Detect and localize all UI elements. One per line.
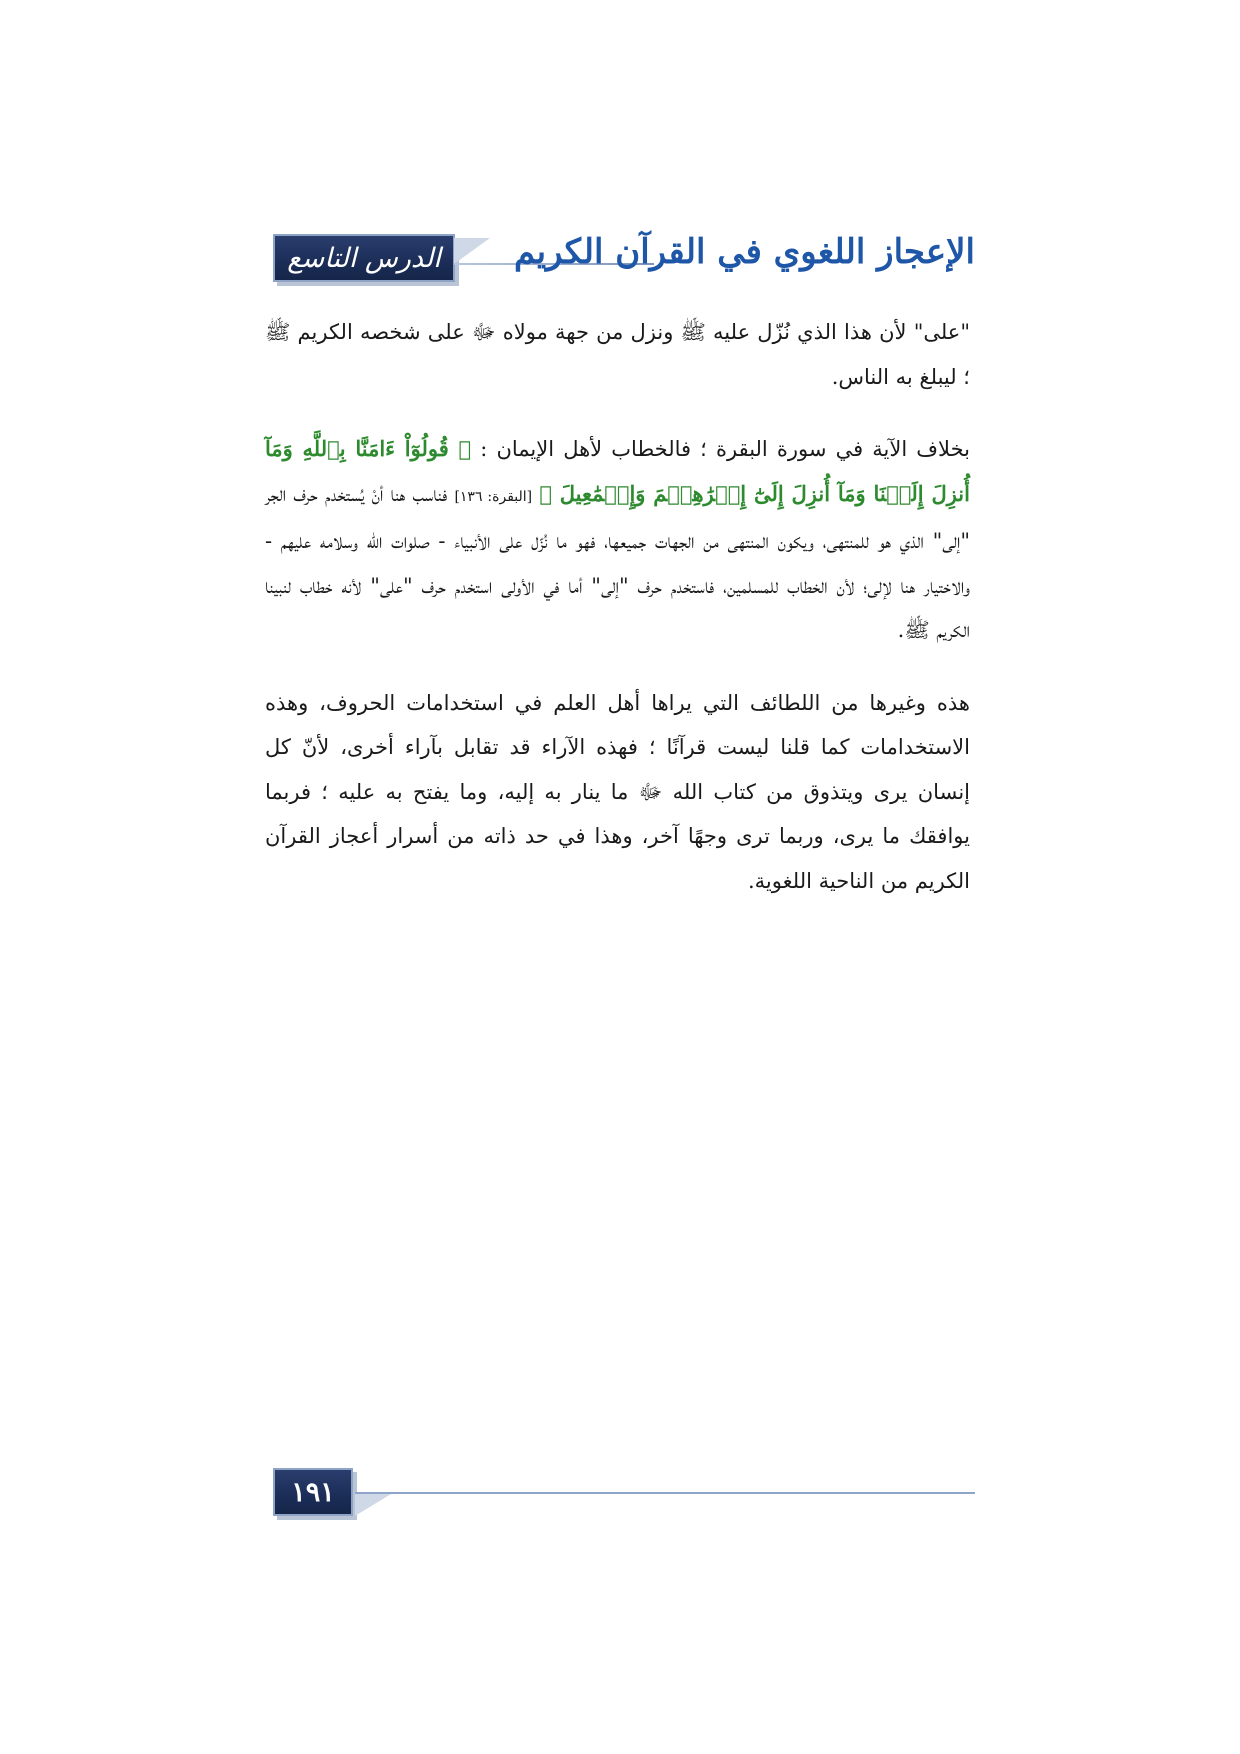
paragraph-2-intro: بخلاف الآية في سورة البقرة ؛ فالخطاب لأهل الإيمان : <box>471 437 970 461</box>
paragraph-2-rest: فناسب هنا أنْ يُستخدم حرف الجر "إلى" الذي هو للمنتهى، ويكون المنتهى من الجهات جميعها، فهو ما نُزّل على الأنبياء - صلوات الله وسلامه عليهم - والاختيار هنا لإلى؛ لأن الخطاب للمسلمين، فاستخدم حرف "إلى" أما في الأولى استخدم حرف "على" لأنه خطاب لنبينا الكريم ﷺ. <box>265 481 970 642</box>
page-content <box>265 310 970 923</box>
verse-reference: [البقرة: ١٣٦] <box>454 488 533 505</box>
page-number: ١٩١ <box>291 1476 335 1508</box>
footer-divider <box>355 1492 975 1494</box>
page-number-box <box>273 1468 353 1516</box>
footer-shadow-decoration <box>355 1494 391 1516</box>
page-header <box>270 228 975 288</box>
chapter-label-box <box>273 234 455 282</box>
book-title: الإعجاز اللغوي في القرآن الكريم <box>513 232 975 272</box>
header-shadow-decoration <box>454 238 490 264</box>
quran-verse: ﴿ قُولُوٓاْ ءَامَنَّا بِٱللَّهِ وَمَآ أُنزِلَ إِلَيۡنَا وَمَآ أُنزِلَ إِلَىٰٓ إِبۡرَٰهِـۧمَ وَإِسۡمَٰعِيلَ ﴾ <box>265 436 970 506</box>
page-footer <box>270 1468 975 1528</box>
paragraph-1: "على" لأن هذا الذي نُزّل عليه ﷺ ونزل من جهة مولاه ﷻ على شخصه الكريم ﷺ ؛ ليبلغ به الناس. <box>265 320 970 389</box>
chapter-label: الدرس التاسع <box>287 242 441 274</box>
paragraph-3: هذه وغيرها من اللطائف التي يراها أهل العلم في استخدامات الحروف، وهذه الاستخدامات كما قلنا ليست قرآنًا ؛ فهذه الآراء قد تقابل بآراء أخرى، لأنّ كل إنسان يرى ويتذوق من كتاب الله ﷻ ما ينار به إليه، وما يفتح به عليه ؛ فربما يوافقك ما يرى، وربما ترى وجهًا آخر، وهذا في حد ذاته من أسرار أعجاز القرآن الكريم من الناحية اللغوية. <box>265 690 970 893</box>
paragraph-2 <box>265 427 970 653</box>
